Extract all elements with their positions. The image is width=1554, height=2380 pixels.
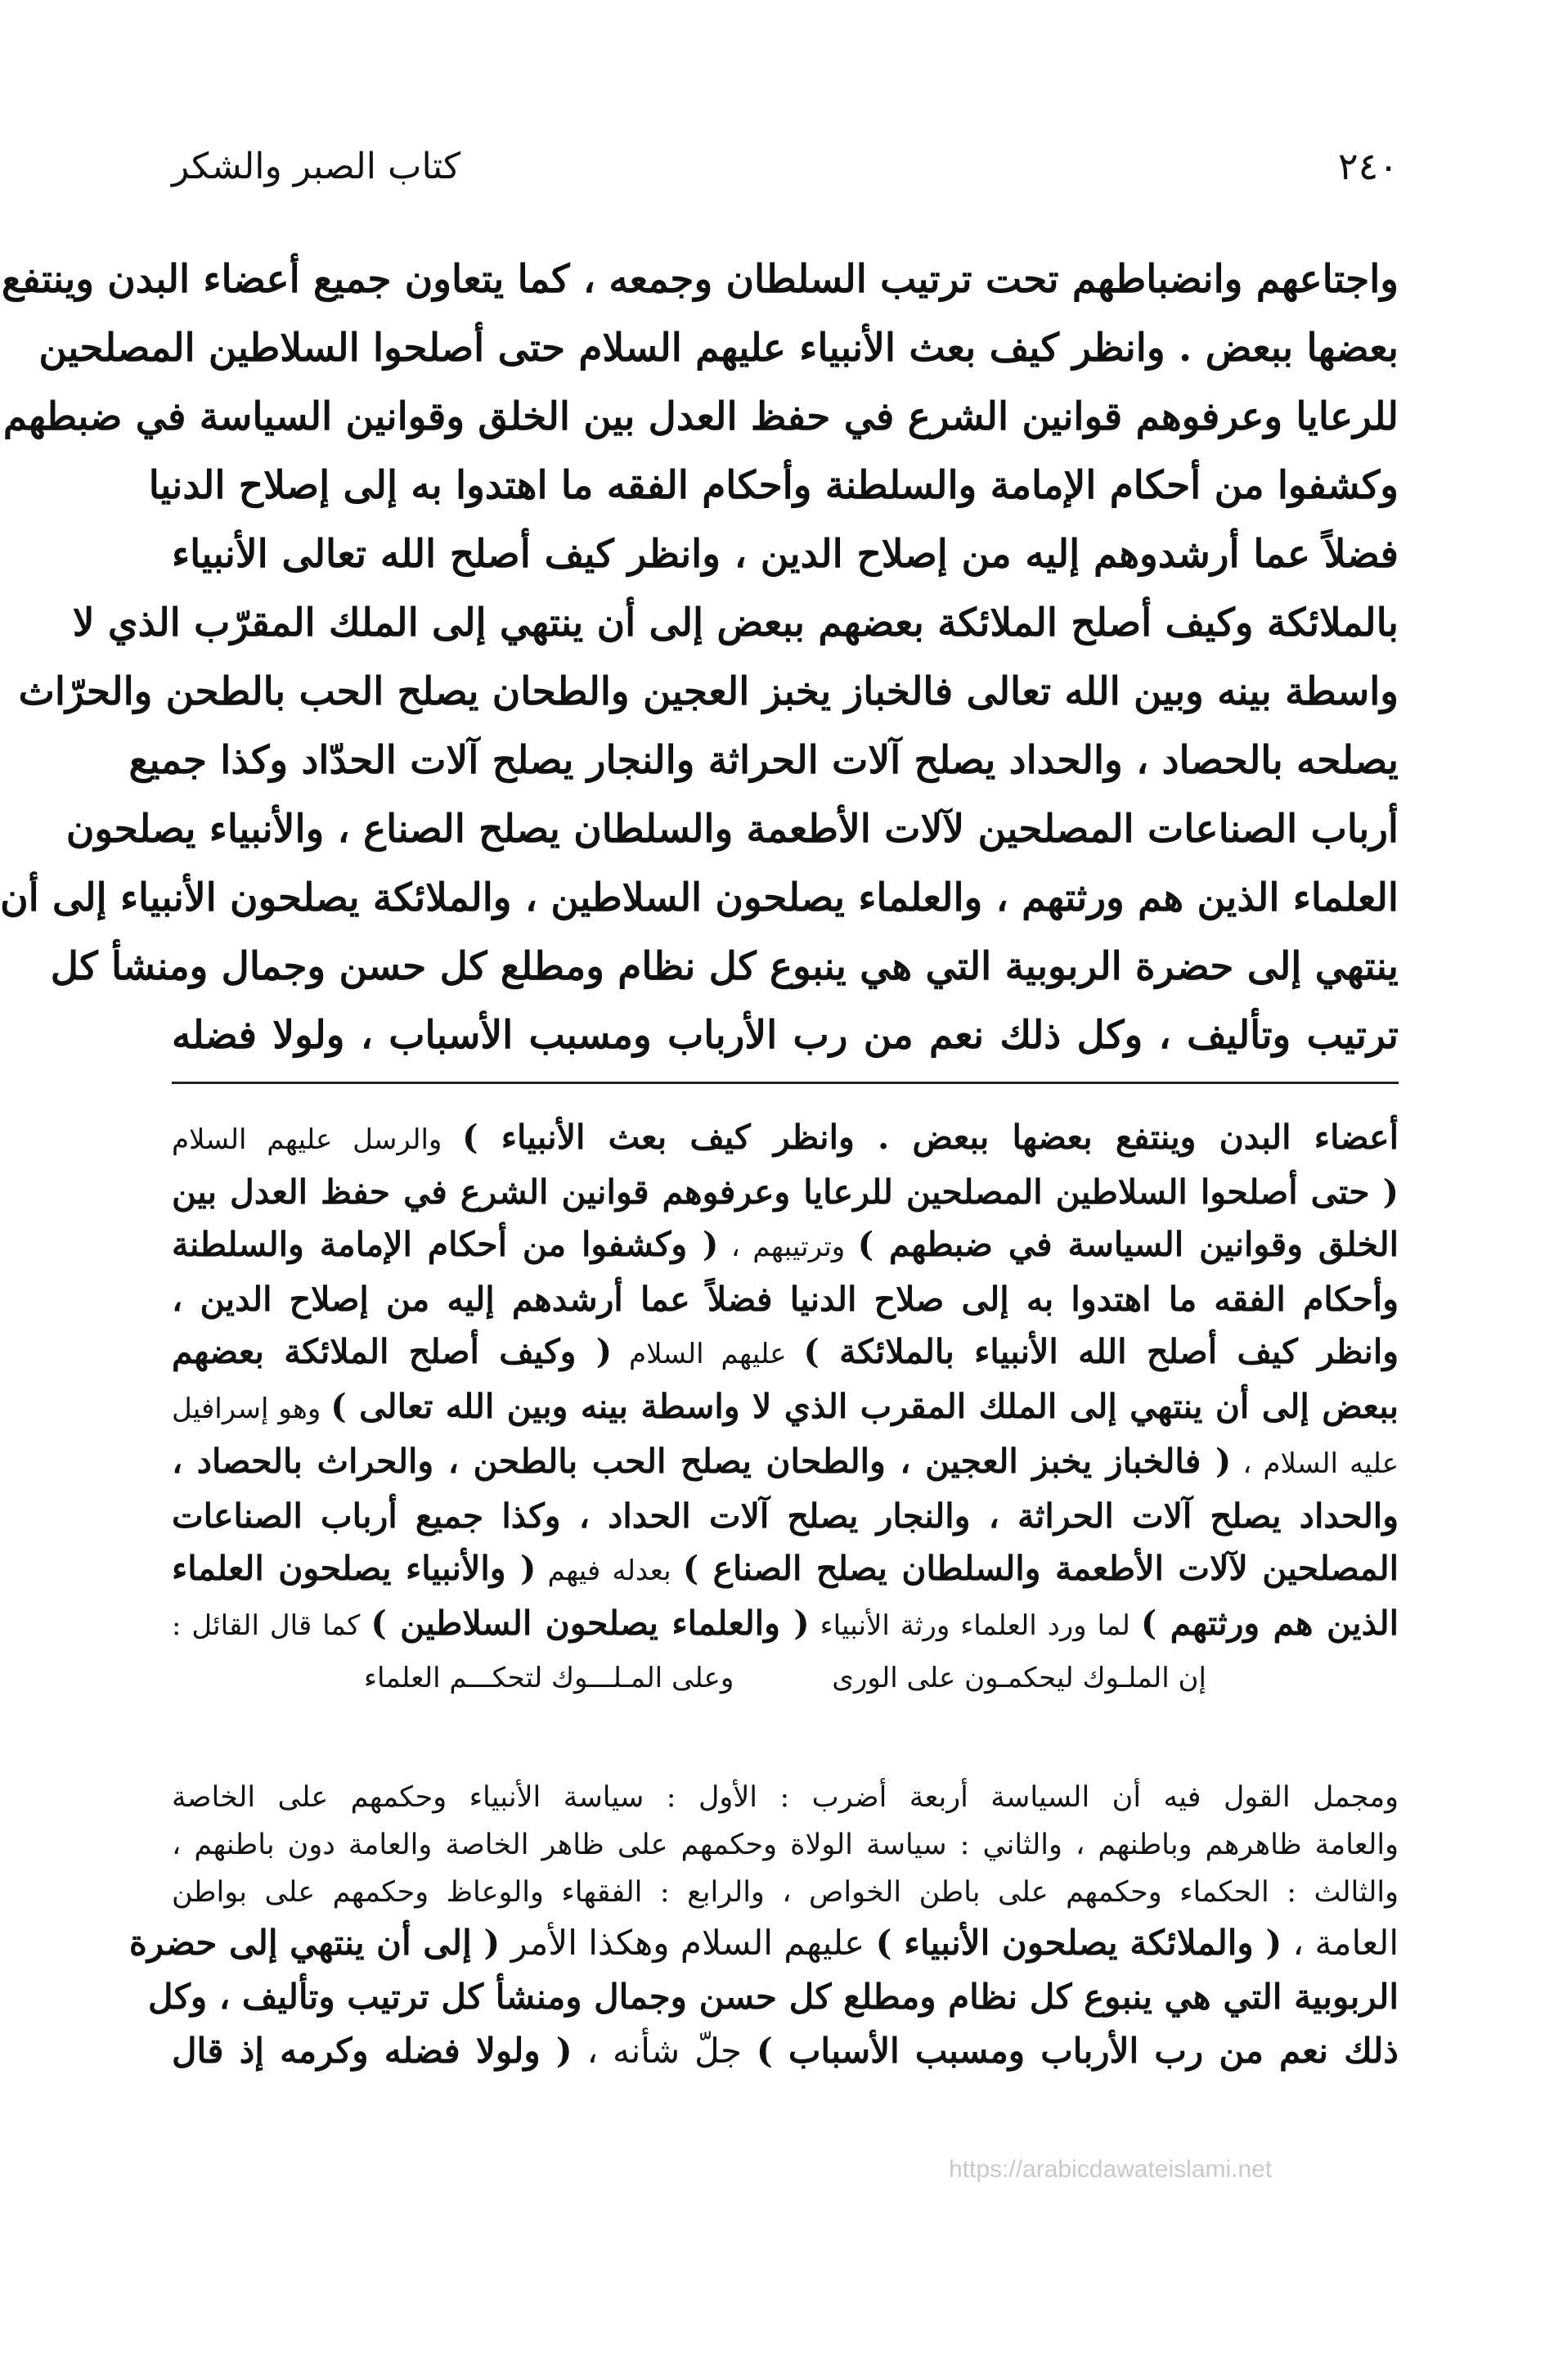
sharh-text: لما ورد العلماء ورثة الأنبياء: [809, 1609, 1141, 1642]
sharh-text: عليه السلام ،: [1231, 1447, 1399, 1480]
sharh-text: والعامة ظاهرهم وباطنهم ، والثاني : سياسة الولاة وحكمهم على ظاهر الخاصة والعامة دون باطنهم ،: [172, 1829, 1399, 1861]
matn-quote: ( وكيف أصلح الملائكة بعضهم: [172, 1332, 613, 1371]
verse-second-hemistich: وعلى المـلـــوك لتحكـــم العلماء: [364, 1662, 734, 1694]
matn-quote: وأحكام الفقه ما اهتدوا به إلى صلاح الدنيا فضلاً عما أرشدهم إليه من إصلاح الدين ،: [172, 1280, 1399, 1319]
footnote-divider: [172, 1082, 1399, 1084]
poetry-verse: [172, 1652, 1399, 1704]
matn-quote: ( والعلماء يصلحون السلاطين ): [371, 1604, 810, 1643]
summary-block: [128, 1774, 1399, 2078]
matn-quote: ( حتى أصلحوا السلاطين المصلحين للرعايا وعرفوهم قوانين الشرع في حفظ العدل بين: [172, 1172, 1399, 1212]
sharh-text: عليهم السلام وهكذا الأمر: [500, 1923, 876, 1963]
commentary-line: [172, 1435, 1399, 1490]
main-text-block: [0, 245, 1399, 1070]
matn-quote: وانظر كيف أصلح الله الأنبياء بالملائكة ): [803, 1332, 1399, 1371]
sharh-text: كما قال القائل :: [172, 1609, 371, 1642]
sharh-text: والثالث : الحكماء وحكمهم على باطن الخواص ، والرابع : الفقهاء والوعاظ وحكمهم على بواطن: [172, 1876, 1399, 1909]
matn-quote: الخلق وقوانين السياسة في ضبطهم ): [857, 1225, 1399, 1264]
matn-quote: ( والأنبياء يصلحون العلماء: [172, 1549, 537, 1588]
matn-quote: ذلك نعم من رب الأرباب ومسبب الأسباب ): [756, 2031, 1399, 2071]
matn-quote: ( والملائكة يصلحون الأنبياء ): [875, 1923, 1282, 1963]
main-text-line: أرباب الصناعات المصلحين لآلات الأطعمة والسلطان يصلح الصناع ، والأنبياء يصلحون: [65, 807, 1399, 852]
main-text-line: ينتهي إلى حضرة الربوبية التي هي ينبوع كل نظام ومطلع كل حسن وجمال ومنشأ كل: [50, 944, 1399, 989]
main-text-line: العلماء الذين هم ورثتهم ، والعلماء يصلحون السلاطين ، والملائكة يصلحون الأنبياء إلى أن: [0, 875, 1399, 920]
commentary-line: [172, 1111, 1399, 1166]
main-text-line: بعضها ببعض . وانظر كيف بعث الأنبياء عليهم السلام حتى أصلحوا السلاطين المصلحين: [38, 326, 1399, 371]
matn-quote: والحداد يصلح آلات الحراثة ، والنجار يصلح آلات الحداد ، وكذا جميع أرباب الصناعات: [172, 1496, 1399, 1536]
watermark-url: https://arabicdawateislami.net: [949, 2156, 1273, 2183]
commentary-line: [172, 1166, 1399, 1218]
summary-line: [172, 2024, 1399, 2078]
sharh-text: ومجمل القول فيه أن السياسة أربعة أضرب : الأول : سياسة الأنبياء وحكمهم على الخاصة: [172, 1781, 1399, 1814]
matn-quote: ببعض إلى أن ينتهي إلى الملك المقرب الذي لا واسطة بينه وبين الله تعالى ): [330, 1387, 1399, 1426]
main-text-line: يصلحه بالحصاد ، والحداد يصلح آلات الحراثة والنجار يصلح آلات الحدّاد وكذا جميع: [128, 738, 1399, 783]
summary-line: [128, 1916, 1399, 1970]
sharh-text: وترتيبهم ،: [718, 1230, 858, 1263]
sharh-text: والرسل عليهم السلام: [172, 1123, 463, 1156]
main-text-line: واجتاعهم وانضباطهم تحت ترتيب السلطان وجمعه ، كما يتعاون جميع أعضاء البدن وينتفع: [1, 257, 1399, 302]
commentary-line: [172, 1325, 1399, 1380]
main-text-line: واسطة بينه وبين الله تعالى فالخباز يخبز العجين والطحان يصلح الحب بالطحن والحرّاث: [18, 669, 1399, 714]
sharh-text: عليهم السلام: [612, 1338, 804, 1370]
summary-line: [172, 1821, 1399, 1869]
matn-quote: ( وكشفوا من أحكام الإمامة والسلطنة: [172, 1225, 719, 1264]
verse-first-hemistich: إن الملـوك ليحكمـون على الورى: [832, 1662, 1206, 1694]
matn-quote: ( فالخباز يخبز العجين ، والطحان يصلح الحب بالطحن ، والحراث بالحصاد ،: [172, 1442, 1232, 1481]
summary-line: [172, 1869, 1399, 1916]
matn-quote: ( إلى أن ينتهي إلى حضرة: [128, 1923, 501, 1963]
book-title: كتاب الصبر والشكر: [172, 145, 461, 187]
main-text-line: ترتيب وتأليف ، وكل ذلك نعم من رب الأرباب ومسبب الأسباب ، ولولا فضله: [172, 1013, 1399, 1058]
matn-quote: الربوبية التي هي ينبوع كل نظام ومطلع كل حسن وجمال ومنشأ كل ترتيب وتأليف ، وكل: [148, 1977, 1399, 2017]
commentary-line: [172, 1273, 1399, 1325]
sharh-text: وهو إسرافيل: [172, 1392, 331, 1425]
main-text-line: بالملائكة وكيف أصلح الملائكة بعضهم ببعض إلى أن ينتهي إلى الملك المقرّب الذي لا: [72, 601, 1399, 646]
commentary-block: [172, 1111, 1399, 1704]
commentary-line: [172, 1597, 1399, 1652]
sharh-text: بعدله فيهم: [536, 1554, 683, 1587]
matn-quote: المصلحين لآلات الأطعمة والسلطان يصلح الصناع ): [682, 1549, 1399, 1588]
page-number: ٢٤٠: [1337, 144, 1399, 188]
summary-line: [172, 1774, 1399, 1821]
commentary-line: [172, 1218, 1399, 1273]
sharh-text: جلّ شأنه ،: [572, 2031, 757, 2071]
page-header: [172, 137, 1399, 195]
main-text-line: فضلاً عما أرشدوهم إليه من إصلاح الدين ، وانظر كيف أصلح الله تعالى الأنبياء: [172, 532, 1399, 577]
matn-quote: أعضاء البدن وينتفع بعضها ببعض . وانظر كيف بعث الأنبياء ): [462, 1118, 1399, 1157]
commentary-line: [172, 1380, 1399, 1435]
sharh-text: العامة ،: [1282, 1923, 1399, 1963]
matn-quote: الذين هم ورثتهم ): [1140, 1604, 1399, 1643]
commentary-line: [172, 1542, 1399, 1597]
commentary-line: [172, 1490, 1399, 1542]
main-text-line: للرعايا وعرفوهم قوانين الشرع في حفظ العدل بين الخلق وقوانين السياسة في ضبطهم: [2, 394, 1399, 439]
main-text-line: وكشفوا من أحكام الإمامة والسلطنة وأحكام الفقه ما اهتدوا به إلى إصلاح الدنيا: [148, 463, 1399, 508]
matn-quote: ( ولولا فضله وكرمه إذ قال: [172, 2031, 573, 2071]
summary-line: [148, 1970, 1399, 2024]
